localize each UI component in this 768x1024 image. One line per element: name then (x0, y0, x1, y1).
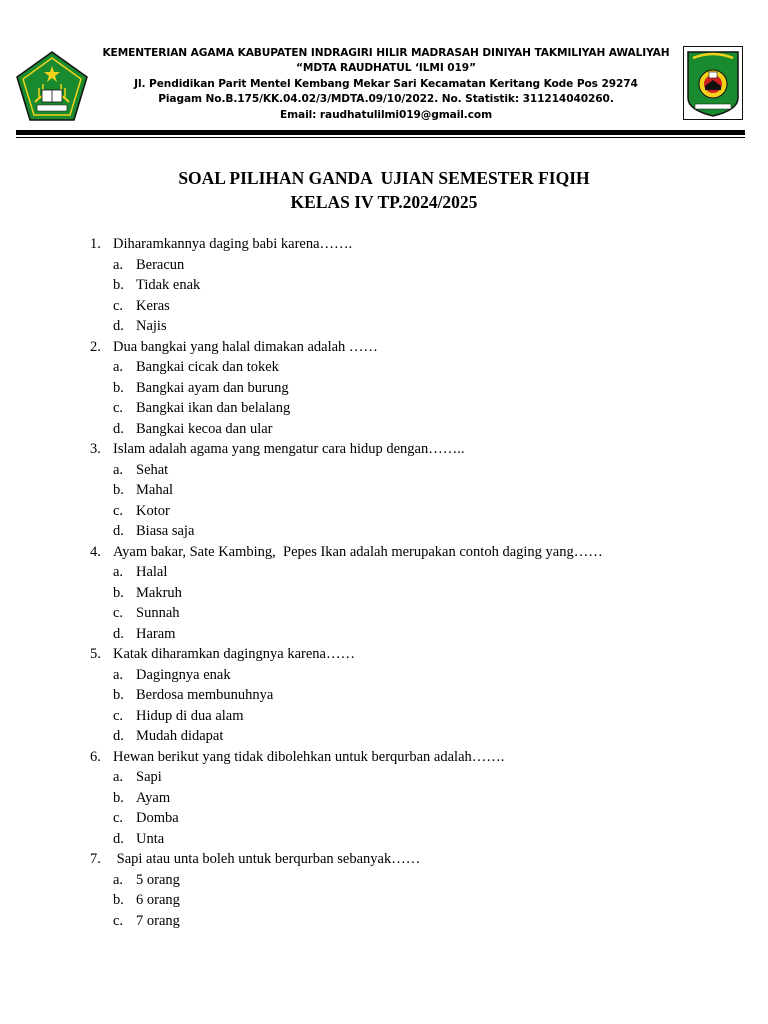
answer-option (0, 398, 768, 419)
question-number: 1. (90, 236, 101, 252)
option-text: Sehat (136, 461, 169, 478)
question-number: 7. (90, 851, 101, 867)
option-text: Biasa saja (136, 523, 195, 539)
option-text: Domba (136, 810, 179, 826)
kemenag-logo-icon (15, 50, 89, 122)
answer-option (0, 788, 768, 809)
option-text: Berdosa membunuhnya (136, 687, 274, 703)
option-text: Mahal (136, 482, 174, 498)
option-text: Beracun (136, 256, 185, 273)
option-letter: b. (113, 892, 124, 908)
option-letter: c. (113, 810, 124, 826)
question-item (0, 849, 768, 870)
option-letter: c. (113, 707, 124, 724)
question-text: Diharamkannya daging babi karena……. (113, 236, 353, 252)
option-letter: d. (113, 728, 124, 744)
letterhead-ministry: KEMENTERIAN AGAMA KABUPATEN INDRAGIRI HILIR MADRASAH DINIYAH TAKMILIYAH AWALIYAH (102, 47, 670, 59)
question-item (0, 439, 768, 460)
question-number: 3. (90, 441, 101, 457)
question-item (0, 234, 768, 255)
option-letter: d. (113, 420, 124, 437)
question-text: Ayam bakar, Sate Kambing, Pepes Ikan adalah merupakan contoh daging yang…… (113, 543, 603, 560)
option-letter: a. (113, 256, 124, 273)
answer-option (0, 501, 768, 522)
answer-option (0, 808, 768, 829)
answer-option (0, 726, 768, 747)
answer-option (0, 685, 768, 706)
option-letter: c. (113, 400, 124, 416)
question-text: Hewan berikut yang tidak dibolehkan untuk berqurban adalah……. (113, 748, 505, 765)
answer-option (0, 706, 768, 727)
option-letter: a. (113, 871, 124, 888)
option-letter: b. (113, 379, 124, 396)
letterhead-email: Email: raudhatulilmi019@gmail.com (279, 108, 493, 121)
option-text: Bangkai ikan dan belalang (136, 400, 291, 416)
option-letter: d. (113, 625, 124, 642)
question-item (0, 747, 768, 768)
question-text: Islam adalah agama yang mengatur cara hidup dengan…….. (113, 441, 465, 457)
question-number: 6. (90, 748, 101, 765)
header-divider-thick (16, 130, 745, 135)
option-letter: b. (113, 584, 124, 601)
option-text: Bangkai cicak dan tokek (136, 359, 279, 375)
answer-option (0, 275, 768, 296)
answer-option (0, 624, 768, 645)
answer-option (0, 460, 768, 481)
option-text: Bangkai ayam dan burung (136, 379, 289, 396)
option-letter: d. (113, 830, 124, 847)
question-text: Dua bangkai yang halal dimakan adalah …… (113, 338, 378, 355)
header-divider-thin (16, 137, 745, 138)
option-letter: b. (113, 789, 124, 806)
question-number: 2. (90, 338, 101, 355)
answer-option (0, 767, 768, 788)
answer-option (0, 419, 768, 440)
option-letter: c. (113, 297, 124, 314)
option-letter: b. (113, 277, 124, 293)
option-letter: d. (113, 318, 124, 334)
option-letter: b. (113, 687, 124, 703)
answer-option (0, 829, 768, 850)
answer-option (0, 296, 768, 317)
option-text: Hidup di dua alam (136, 707, 244, 724)
exam-title (0, 166, 768, 214)
option-text: Kotor (136, 502, 170, 519)
option-text: Najis (136, 318, 167, 334)
option-letter: a. (113, 769, 124, 785)
question-text: Sapi atau unta boleh untuk berqurban sebanyak…… (113, 851, 421, 867)
answer-option (0, 603, 768, 624)
letterhead-address: Jl. Pendidikan Parit Mentel Kembang Mekar Sari Kecamatan Keritang Kode Pos 29274 (134, 77, 638, 90)
option-letter: c. (113, 605, 124, 621)
answer-option (0, 521, 768, 542)
option-letter: b. (113, 482, 124, 498)
answer-option (0, 911, 768, 932)
answer-option (0, 870, 768, 891)
answer-option (0, 665, 768, 686)
option-letter: c. (113, 502, 124, 519)
letterhead (92, 46, 680, 123)
question-number: 5. (90, 646, 101, 662)
option-letter: d. (113, 523, 124, 539)
answer-option (0, 480, 768, 501)
option-text: Unta (136, 830, 165, 847)
option-text: Bangkai kecoa dan ular (136, 420, 273, 437)
madrasah-logo-icon (683, 46, 743, 120)
option-letter: c. (113, 912, 124, 929)
option-text: Makruh (136, 584, 182, 601)
answer-option (0, 357, 768, 378)
option-text: Tidak enak (136, 277, 201, 293)
question-item (0, 644, 768, 665)
question-text: Katak diharamkan dagingnya karena…… (113, 646, 355, 662)
question-number: 4. (90, 543, 101, 560)
option-letter: a. (113, 461, 124, 478)
option-text: 7 orang (136, 912, 180, 929)
exam-title-line2: KELAS IV TP.2024/2025 (290, 192, 478, 212)
option-text: Haram (136, 625, 176, 642)
answer-option (0, 255, 768, 276)
exam-title-line1: SOAL PILIHAN GANDA UJIAN SEMESTER FIQIH (178, 168, 590, 188)
option-text: Halal (136, 564, 168, 580)
letterhead-charter: Piagam No.B.175/KK.04.02/3/MDTA.09/10/2022. No. Statistik: 311214040260. (158, 93, 614, 106)
question-item (0, 337, 768, 358)
question-list (0, 234, 768, 931)
option-text: 5 orang (136, 871, 180, 888)
option-letter: a. (113, 666, 124, 683)
option-letter: a. (113, 564, 124, 580)
question-item (0, 542, 768, 563)
option-letter: a. (113, 359, 124, 375)
answer-option (0, 316, 768, 337)
option-text: 6 orang (136, 892, 180, 908)
answer-option (0, 562, 768, 583)
option-text: Sunnah (136, 605, 180, 621)
letterhead-school-name: “MDTA RAUDHATUL ‘ILMI 019” (296, 62, 476, 75)
option-text: Ayam (136, 789, 171, 806)
answer-option (0, 890, 768, 911)
answer-option (0, 583, 768, 604)
option-text: Mudah didapat (136, 728, 224, 744)
option-text: Keras (136, 297, 170, 314)
answer-option (0, 378, 768, 399)
option-text: Dagingnya enak (136, 666, 231, 683)
option-text: Sapi (136, 769, 162, 785)
